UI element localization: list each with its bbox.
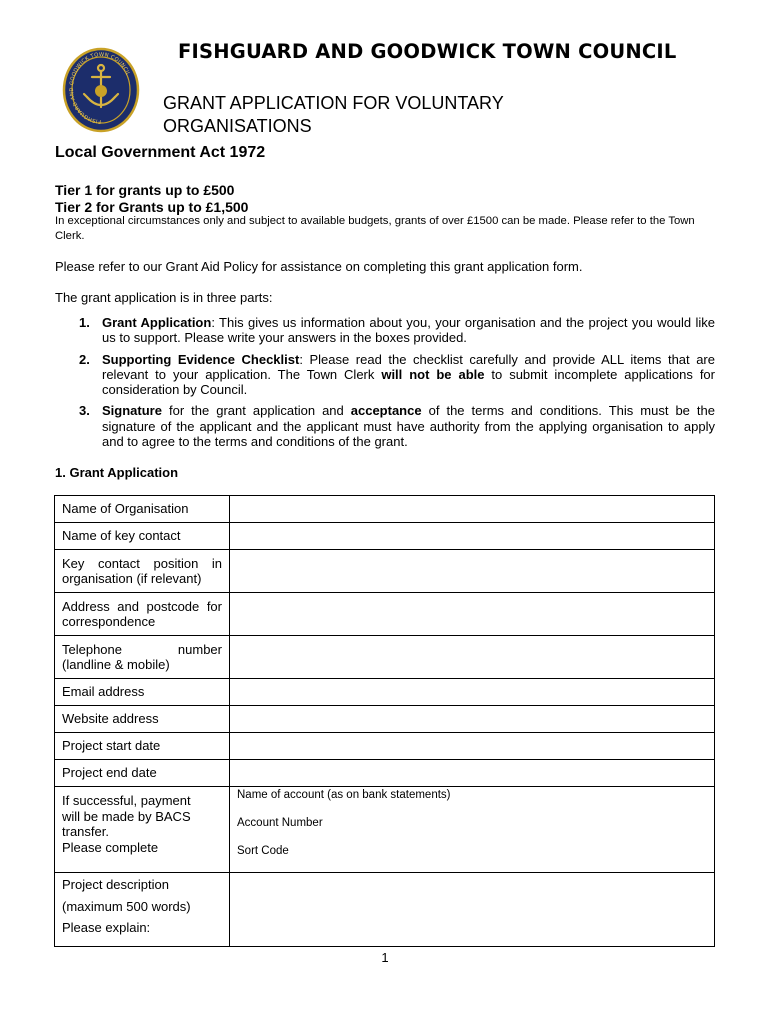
bacs-row bbox=[55, 787, 715, 873]
bank-field-label: Sort Code bbox=[237, 845, 289, 857]
answer-field[interactable] bbox=[230, 593, 715, 636]
form-row bbox=[55, 733, 715, 760]
field-label: Website address bbox=[55, 706, 230, 733]
form-row bbox=[55, 760, 715, 787]
council-name: FISHGUARD AND GOODWICK TOWN COUNCIL bbox=[178, 40, 677, 63]
form-row bbox=[55, 593, 715, 636]
description-label-line: (maximum 500 words) bbox=[62, 898, 191, 914]
answer-field[interactable] bbox=[230, 733, 715, 760]
tier-2-heading: Tier 2 for Grants up to £1,500 bbox=[55, 199, 249, 215]
part-number: 2. bbox=[79, 351, 90, 367]
bank-field-label: Account Number bbox=[237, 817, 323, 829]
form-row bbox=[55, 636, 715, 679]
bacs-label bbox=[55, 787, 230, 873]
exceptional-note: In exceptional circumstances only and subject to available budgets, grants of over £1500 can be made. Please refer to the Town Clerk. bbox=[55, 215, 695, 242]
legislation-heading: Local Government Act 1972 bbox=[55, 144, 266, 161]
field-label: Name of Organisation bbox=[55, 496, 230, 523]
part-text: of the terms and conditions. This must be the signature of the applicant and the applicant must have authority from the applying organisation to apply and to agree to the terms and conditions of the grant. bbox=[102, 403, 715, 450]
section-heading: 1. Grant Application bbox=[55, 465, 179, 480]
part-text: for the grant application and bbox=[161, 403, 351, 419]
council-logo bbox=[62, 47, 140, 133]
bacs-label-line: transfer. bbox=[62, 824, 109, 839]
part-emphasis: will not be able bbox=[381, 366, 485, 382]
page-number: 1 bbox=[381, 950, 389, 965]
part-item bbox=[55, 315, 715, 346]
policy-paragraph: Please refer to our Grant Aid Policy for assistance on completing this grant application form. bbox=[55, 259, 583, 274]
part-item bbox=[55, 403, 715, 449]
bacs-label-line: Please complete bbox=[62, 839, 159, 855]
description-label bbox=[55, 873, 230, 947]
part-text: : This gives us information about you, your organisation and the project you would like us to support. Please write your answers in the boxes provided. bbox=[102, 315, 716, 346]
council-seal-icon bbox=[62, 47, 140, 133]
answer-field[interactable] bbox=[230, 679, 715, 706]
form-row bbox=[55, 706, 715, 733]
part-emphasis: acceptance bbox=[350, 403, 422, 419]
part-text: : Please read the checklist carefully and provide ALL items that are relevant to your application. The Town Clerk bbox=[102, 351, 715, 382]
description-label-line: Please explain: bbox=[62, 920, 151, 936]
tier-1-heading: Tier 1 for grants up to £500 bbox=[55, 182, 235, 198]
answer-field[interactable] bbox=[230, 706, 715, 733]
answer-field[interactable] bbox=[230, 760, 715, 787]
form-row bbox=[55, 496, 715, 523]
field-label: Project end date bbox=[55, 760, 230, 787]
form-title: GRANT APPLICATION FOR VOLUNTARY ORGANISATIONS bbox=[163, 93, 504, 136]
form-row bbox=[55, 679, 715, 706]
parts-intro: The grant application is in three parts: bbox=[55, 290, 273, 305]
part-emphasis: Signature bbox=[102, 403, 162, 419]
bank-details-field[interactable] bbox=[230, 787, 715, 873]
parts-list bbox=[55, 315, 715, 455]
part-number: 1. bbox=[79, 315, 90, 330]
bacs-label-line: If successful, payment bbox=[62, 793, 191, 808]
field-label: Email address bbox=[55, 679, 230, 706]
field-label: Key contact position in organisation (if relevant) bbox=[55, 550, 230, 593]
part-emphasis: Supporting Evidence Checklist bbox=[102, 351, 300, 367]
form-row bbox=[55, 523, 715, 550]
field-label: Address and postcode for correspondence bbox=[55, 593, 230, 636]
grant-application-table bbox=[54, 495, 715, 947]
part-item bbox=[55, 352, 715, 398]
part-text: to submit incomplete applications for consideration by Council. bbox=[102, 366, 715, 398]
field-label: Telephone number (landline & mobile) bbox=[55, 636, 230, 679]
answer-field[interactable] bbox=[230, 523, 715, 550]
answer-field[interactable] bbox=[230, 550, 715, 593]
part-emphasis: Grant Application bbox=[102, 315, 212, 330]
bank-field-label: Name of account (as on bank statements) bbox=[237, 789, 451, 801]
seal-text: FISHGUARD AND GOODWICK TOWN COUNCIL bbox=[68, 51, 131, 125]
part-number: 3. bbox=[79, 403, 90, 419]
description-label-line: Project description bbox=[62, 877, 169, 893]
description-row bbox=[55, 873, 715, 947]
field-label: Project start date bbox=[55, 733, 230, 760]
answer-field[interactable] bbox=[230, 636, 715, 679]
form-row bbox=[55, 550, 715, 593]
field-label: Name of key contact bbox=[55, 523, 230, 550]
answer-field[interactable] bbox=[230, 496, 715, 523]
bacs-label-line: will be made by BACS bbox=[62, 808, 191, 824]
project-description-field[interactable] bbox=[230, 873, 715, 947]
